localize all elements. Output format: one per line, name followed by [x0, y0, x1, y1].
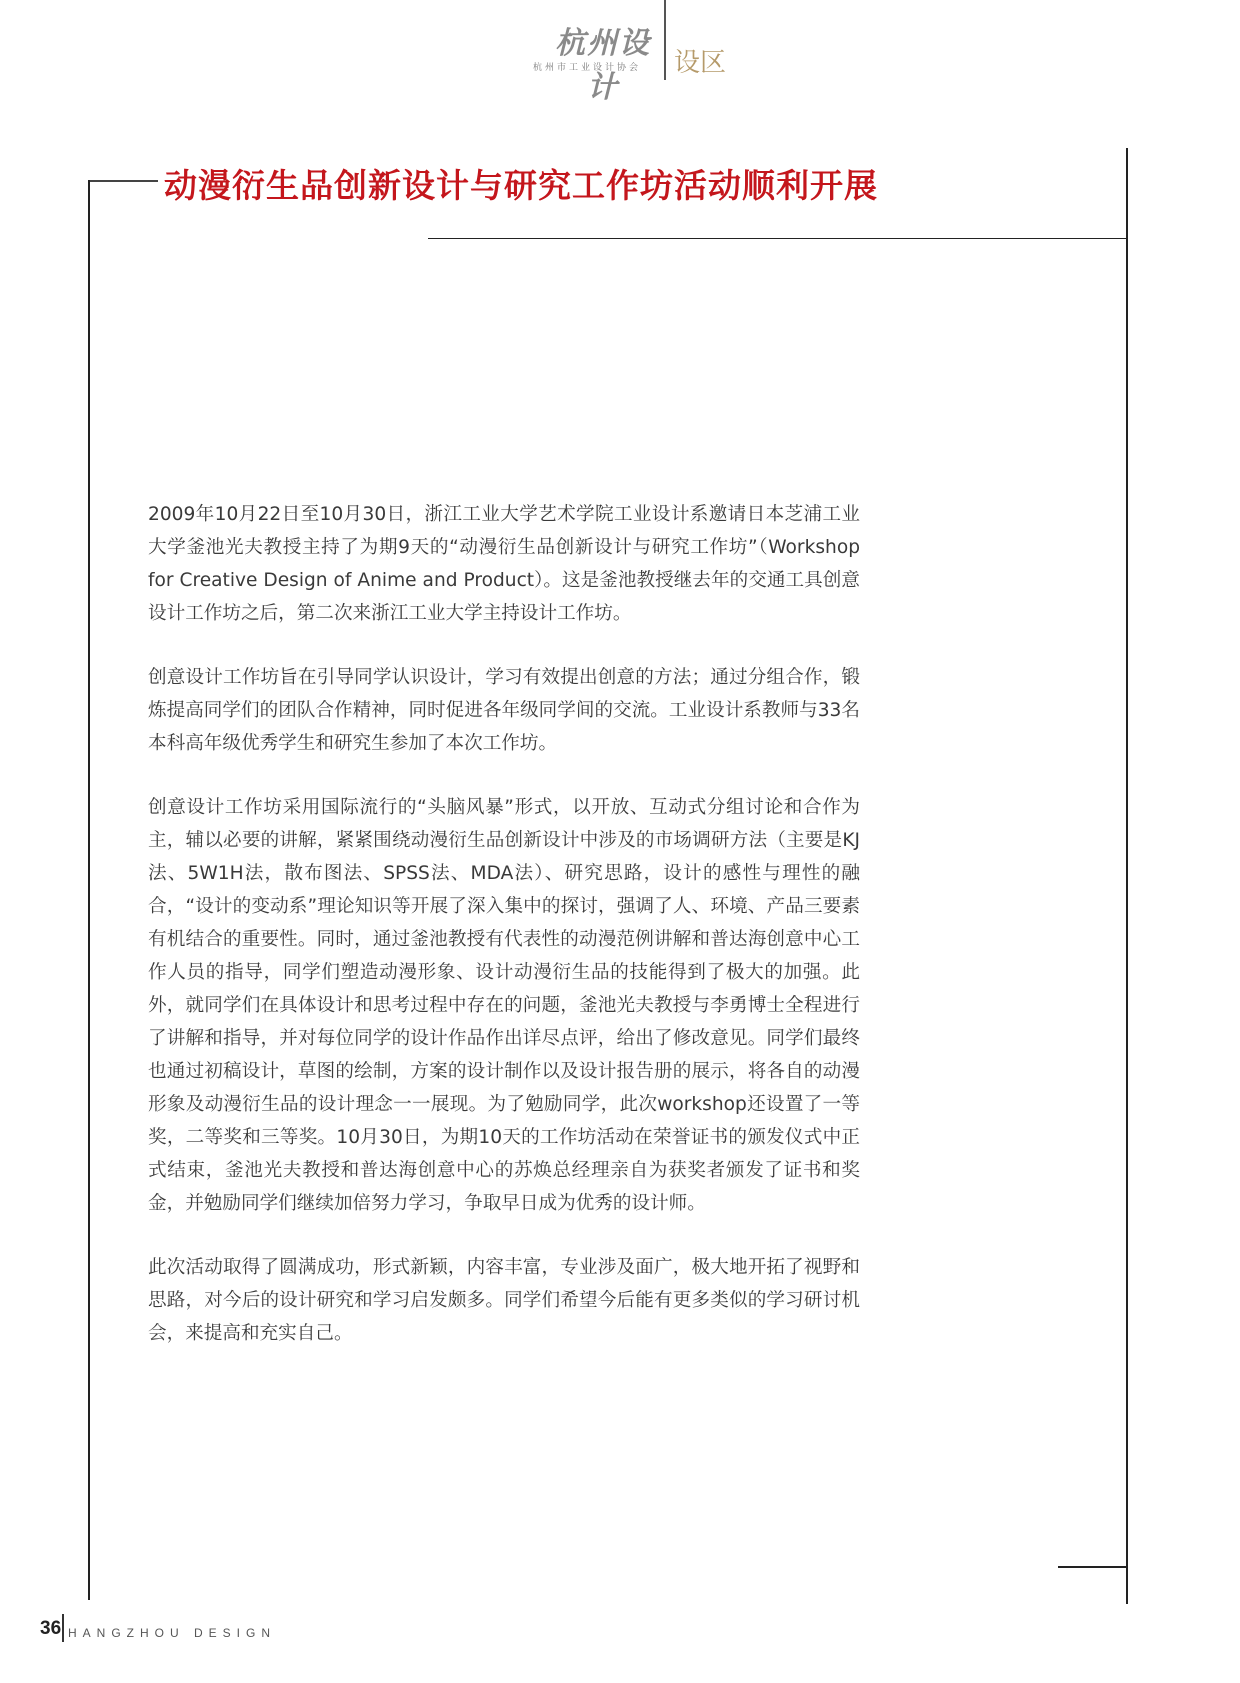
header-divider	[664, 0, 666, 80]
article-title: 动漫衍生品创新设计与研究工作坊活动顺利开展	[164, 166, 878, 205]
section-label: 设区	[674, 48, 727, 78]
footer-brand: HANGZHOU DESIGN	[68, 1626, 277, 1640]
paragraph-2: 创意设计工作坊旨在引导同学认识设计，学习有效提出创意的方法；通过分组合作，锻炼提高同学们的团队合作精神，同时促进各年级同学间的交流。工业设计系教师与33名本科高年级优秀学生和研究生参加了本次工作坊。	[148, 667, 860, 754]
bottom-mark-line	[1058, 1566, 1128, 1568]
page-number: 36	[40, 1618, 62, 1639]
paragraph-3: 创意设计工作坊采用国际流行的“头脑风暴”形式，以开放、互动式分组讨论和合作为主，辅以必要的讲解，紧紧围绕动漫衍生品创新设计中涉及的市场调研方法（主要是KJ法、5W1H法，散布图法、SPSS法、MDA法）、研究思路，设计的感性与理性的融合，“设计的变动系”理论知识等开展了深入集中的探讨，强调了人、环境、产品三要素有机结合的重要性。同时，通过釜池教授有代表性的动漫范例讲解和普达海创意中心工作人员的指导，同学们塑造动漫形象、设计动漫衍生品的技能得到了极大的加强。此外，就同学们在具体设计和思考过程中存在的问题，釜池光夫教授与李勇博士全程进行了讲解和指导，并对每位同学的设计作品作出详尽点评，给出了修改意见。同学们最终也通过初稿设计，草图的绘制，方案的设计制作以及设计报告册的展示，将各自的动漫形象及动漫衍生品的设计理念一一展现。为了勉励同学，此次workshop还设置了一等奖，二等奖和三等奖。10月30日，为期10天的工作坊活动在荣誉证书的颁发仪式中正式结束，釜池光夫教授和普达海创意中心的苏焕总经理亲自为获奖者颁发了证书和奖金，并勉励同学们继续加倍努力学习，争取早日成为优秀的设计师。	[148, 797, 860, 1214]
article-body	[148, 498, 860, 1350]
footer-divider	[62, 1614, 64, 1642]
paragraph-1: 2009年10月22日至10月30日，浙江工业大学艺术学院工业设计系邀请日本芝浦工业大学釜池光夫教授主持了为期9天的“动漫衍生品创新设计与研究工作坊”（Workshop for Creative Design of Anime and Product）。这是釜池教授继去年的交通工具创意设计工作坊之后，第二次来浙江工业大学主持设计工作坊。	[148, 504, 860, 624]
title-lead-line	[88, 180, 158, 182]
title-rule	[428, 238, 1128, 239]
header-logo-script: 杭州设计	[555, 26, 651, 105]
header-logo-subtitle: 杭州市工业设计协会	[532, 63, 641, 73]
frame-left-line	[88, 180, 90, 1600]
frame-right-line	[1126, 148, 1128, 1604]
paragraph-4: 此次活动取得了圆满成功，形式新颖，内容丰富，专业涉及面广，极大地开拓了视野和思路，对今后的设计研究和学习启发颇多。同学们希望今后能有更多类似的学习研讨机会，来提高和充实自己。	[148, 1257, 860, 1344]
